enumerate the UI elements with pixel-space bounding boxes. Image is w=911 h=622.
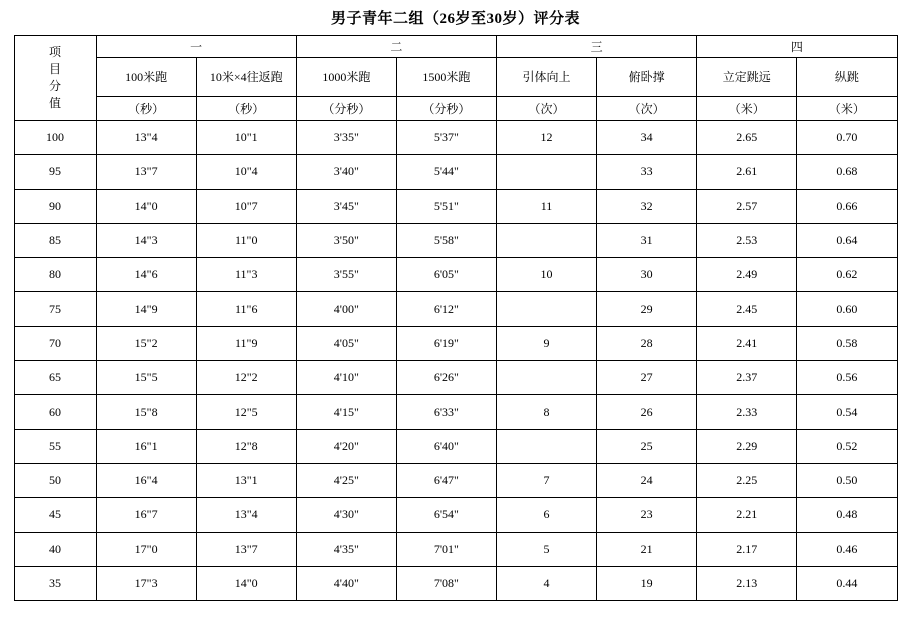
group-header-3: 三 (496, 36, 696, 58)
unit-header-verticaljump: （米） (797, 96, 897, 120)
cell-verticaljump: 0.60 (797, 292, 897, 326)
cell-100m: 14"9 (96, 292, 196, 326)
cell-pullup: 5 (496, 532, 596, 566)
cell-pushup: 21 (597, 532, 697, 566)
cell-shuttle: 13"7 (196, 532, 296, 566)
cell-shuttle: 13"1 (196, 463, 296, 497)
cell-pushup: 19 (597, 566, 697, 600)
unit-header-1000m: （分秒） (296, 96, 396, 120)
cell-shuttle: 11"0 (196, 223, 296, 257)
item-header-shuttle: 10米×4往返跑 (196, 58, 296, 96)
row-score: 40 (14, 532, 96, 566)
table-row (14, 429, 897, 463)
group-header-1: 一 (96, 36, 296, 58)
cell-1000m: 4'10" (296, 361, 396, 395)
cell-pushup: 29 (597, 292, 697, 326)
corner-line-4: 值 (49, 96, 62, 110)
cell-verticaljump: 0.50 (797, 463, 897, 497)
corner-line-1: 项 (49, 45, 62, 59)
cell-pullup (496, 429, 596, 463)
cell-1500m: 6'33" (396, 395, 496, 429)
item-header-1500m: 1500米跑 (396, 58, 496, 96)
cell-pullup: 4 (496, 566, 596, 600)
cell-pullup: 10 (496, 258, 596, 292)
cell-verticaljump: 0.52 (797, 429, 897, 463)
group-header-2: 二 (296, 36, 496, 58)
cell-1000m: 3'35" (296, 121, 396, 155)
cell-longjump: 2.29 (697, 429, 797, 463)
cell-longjump: 2.65 (697, 121, 797, 155)
row-score: 60 (14, 395, 96, 429)
unit-header-pullup: （次） (496, 96, 596, 120)
cell-verticaljump: 0.58 (797, 326, 897, 360)
cell-shuttle: 12"8 (196, 429, 296, 463)
cell-1500m: 6'54" (396, 498, 496, 532)
cell-pullup: 12 (496, 121, 596, 155)
cell-longjump: 2.37 (697, 361, 797, 395)
cell-longjump: 2.33 (697, 395, 797, 429)
cell-shuttle: 10"1 (196, 121, 296, 155)
cell-pullup (496, 292, 596, 326)
item-header-1000m: 1000米跑 (296, 58, 396, 96)
unit-header-shuttle: （秒） (196, 96, 296, 120)
cell-longjump: 2.21 (697, 498, 797, 532)
cell-verticaljump: 0.68 (797, 155, 897, 189)
cell-pushup: 32 (597, 189, 697, 223)
cell-1500m: 6'05" (396, 258, 496, 292)
cell-100m: 17"3 (96, 566, 196, 600)
table-row (14, 155, 897, 189)
cell-longjump: 2.61 (697, 155, 797, 189)
cell-pullup (496, 361, 596, 395)
unit-header-1500m: （分秒） (396, 96, 496, 120)
cell-1500m: 6'19" (396, 326, 496, 360)
item-header-verticaljump: 纵跳 (797, 58, 897, 96)
row-score: 80 (14, 258, 96, 292)
cell-shuttle: 13"4 (196, 498, 296, 532)
row-score: 70 (14, 326, 96, 360)
cell-longjump: 2.45 (697, 292, 797, 326)
cell-verticaljump: 0.48 (797, 498, 897, 532)
cell-1500m: 5'51" (396, 189, 496, 223)
table-row (14, 463, 897, 497)
cell-100m: 15"8 (96, 395, 196, 429)
item-header-pullup: 引体向上 (496, 58, 596, 96)
cell-verticaljump: 0.56 (797, 361, 897, 395)
cell-pushup: 34 (597, 121, 697, 155)
row-score: 65 (14, 361, 96, 395)
cell-100m: 16"1 (96, 429, 196, 463)
unit-header-pushup: （次） (597, 96, 697, 120)
cell-pullup: 9 (496, 326, 596, 360)
cell-shuttle: 11"3 (196, 258, 296, 292)
cell-1500m: 5'58" (396, 223, 496, 257)
row-score: 95 (14, 155, 96, 189)
cell-shuttle: 10"7 (196, 189, 296, 223)
row-score: 100 (14, 121, 96, 155)
group-header-4: 四 (697, 36, 897, 58)
cell-pullup (496, 155, 596, 189)
row-score: 45 (14, 498, 96, 532)
group-header-row (14, 36, 897, 58)
cell-verticaljump: 0.46 (797, 532, 897, 566)
cell-verticaljump: 0.70 (797, 121, 897, 155)
item-header-pushup: 俯卧撑 (597, 58, 697, 96)
page-title: 男子青年二组（26岁至30岁）评分表 (330, 11, 580, 27)
cell-shuttle: 12"5 (196, 395, 296, 429)
unit-header-longjump: （米） (697, 96, 797, 120)
cell-1000m: 4'30" (296, 498, 396, 532)
row-score: 75 (14, 292, 96, 326)
unit-header-100m: （秒） (96, 96, 196, 120)
cell-pushup: 27 (597, 361, 697, 395)
corner-cell (14, 36, 96, 121)
cell-100m: 14"0 (96, 189, 196, 223)
cell-1000m: 4'20" (296, 429, 396, 463)
table-row (14, 361, 897, 395)
cell-1000m: 3'40" (296, 155, 396, 189)
cell-1000m: 3'50" (296, 223, 396, 257)
cell-pullup: 6 (496, 498, 596, 532)
cell-verticaljump: 0.66 (797, 189, 897, 223)
cell-pushup: 30 (597, 258, 697, 292)
unit-header-row (14, 96, 897, 120)
table-row (14, 258, 897, 292)
cell-1500m: 6'12" (396, 292, 496, 326)
cell-100m: 13"4 (96, 121, 196, 155)
cell-pushup: 33 (597, 155, 697, 189)
cell-longjump: 2.49 (697, 258, 797, 292)
score-table (14, 35, 898, 601)
cell-longjump: 2.17 (697, 532, 797, 566)
cell-1000m: 4'00" (296, 292, 396, 326)
item-header-100m: 100米跑 (96, 58, 196, 96)
cell-pushup: 31 (597, 223, 697, 257)
cell-100m: 17"0 (96, 532, 196, 566)
row-score: 50 (14, 463, 96, 497)
cell-1000m: 3'45" (296, 189, 396, 223)
table-row (14, 292, 897, 326)
cell-pullup: 11 (496, 189, 596, 223)
cell-longjump: 2.13 (697, 566, 797, 600)
cell-1000m: 4'25" (296, 463, 396, 497)
table-row (14, 532, 897, 566)
cell-100m: 14"6 (96, 258, 196, 292)
cell-1000m: 4'35" (296, 532, 396, 566)
cell-shuttle: 10"4 (196, 155, 296, 189)
cell-1000m: 4'40" (296, 566, 396, 600)
cell-100m: 16"4 (96, 463, 196, 497)
cell-1500m: 5'44" (396, 155, 496, 189)
cell-1500m: 6'47" (396, 463, 496, 497)
cell-100m: 15"5 (96, 361, 196, 395)
cell-1000m: 4'05" (296, 326, 396, 360)
cell-verticaljump: 0.64 (797, 223, 897, 257)
table-row (14, 189, 897, 223)
table-row (14, 395, 897, 429)
cell-pullup: 7 (496, 463, 596, 497)
table-row (14, 566, 897, 600)
cell-pushup: 26 (597, 395, 697, 429)
table-row (14, 223, 897, 257)
table-header (14, 36, 897, 121)
table-body (14, 121, 897, 601)
table-row (14, 498, 897, 532)
cell-1500m: 5'37" (396, 121, 496, 155)
cell-pullup (496, 223, 596, 257)
cell-1500m: 7'01" (396, 532, 496, 566)
cell-longjump: 2.25 (697, 463, 797, 497)
item-header-row (14, 58, 897, 96)
cell-shuttle: 14"0 (196, 566, 296, 600)
cell-longjump: 2.41 (697, 326, 797, 360)
cell-100m: 14"3 (96, 223, 196, 257)
cell-verticaljump: 0.54 (797, 395, 897, 429)
cell-pushup: 23 (597, 498, 697, 532)
cell-1500m: 6'40" (396, 429, 496, 463)
cell-pushup: 28 (597, 326, 697, 360)
row-score: 85 (14, 223, 96, 257)
cell-100m: 15"2 (96, 326, 196, 360)
cell-shuttle: 12"2 (196, 361, 296, 395)
row-score: 55 (14, 429, 96, 463)
table-row (14, 121, 897, 155)
cell-shuttle: 11"6 (196, 292, 296, 326)
cell-pushup: 24 (597, 463, 697, 497)
row-score: 35 (14, 566, 96, 600)
cell-longjump: 2.57 (697, 189, 797, 223)
cell-verticaljump: 0.62 (797, 258, 897, 292)
cell-verticaljump: 0.44 (797, 566, 897, 600)
cell-pullup: 8 (496, 395, 596, 429)
row-score: 90 (14, 189, 96, 223)
cell-1000m: 4'15" (296, 395, 396, 429)
cell-100m: 13"7 (96, 155, 196, 189)
cell-1000m: 3'55" (296, 258, 396, 292)
corner-line-2: 目 (49, 62, 62, 76)
table-row (14, 326, 897, 360)
cell-1500m: 6'26" (396, 361, 496, 395)
corner-line-3: 分 (49, 79, 62, 93)
cell-longjump: 2.53 (697, 223, 797, 257)
cell-shuttle: 11"9 (196, 326, 296, 360)
item-header-longjump: 立定跳远 (697, 58, 797, 96)
cell-pushup: 25 (597, 429, 697, 463)
cell-100m: 16"7 (96, 498, 196, 532)
cell-1500m: 7'08" (396, 566, 496, 600)
